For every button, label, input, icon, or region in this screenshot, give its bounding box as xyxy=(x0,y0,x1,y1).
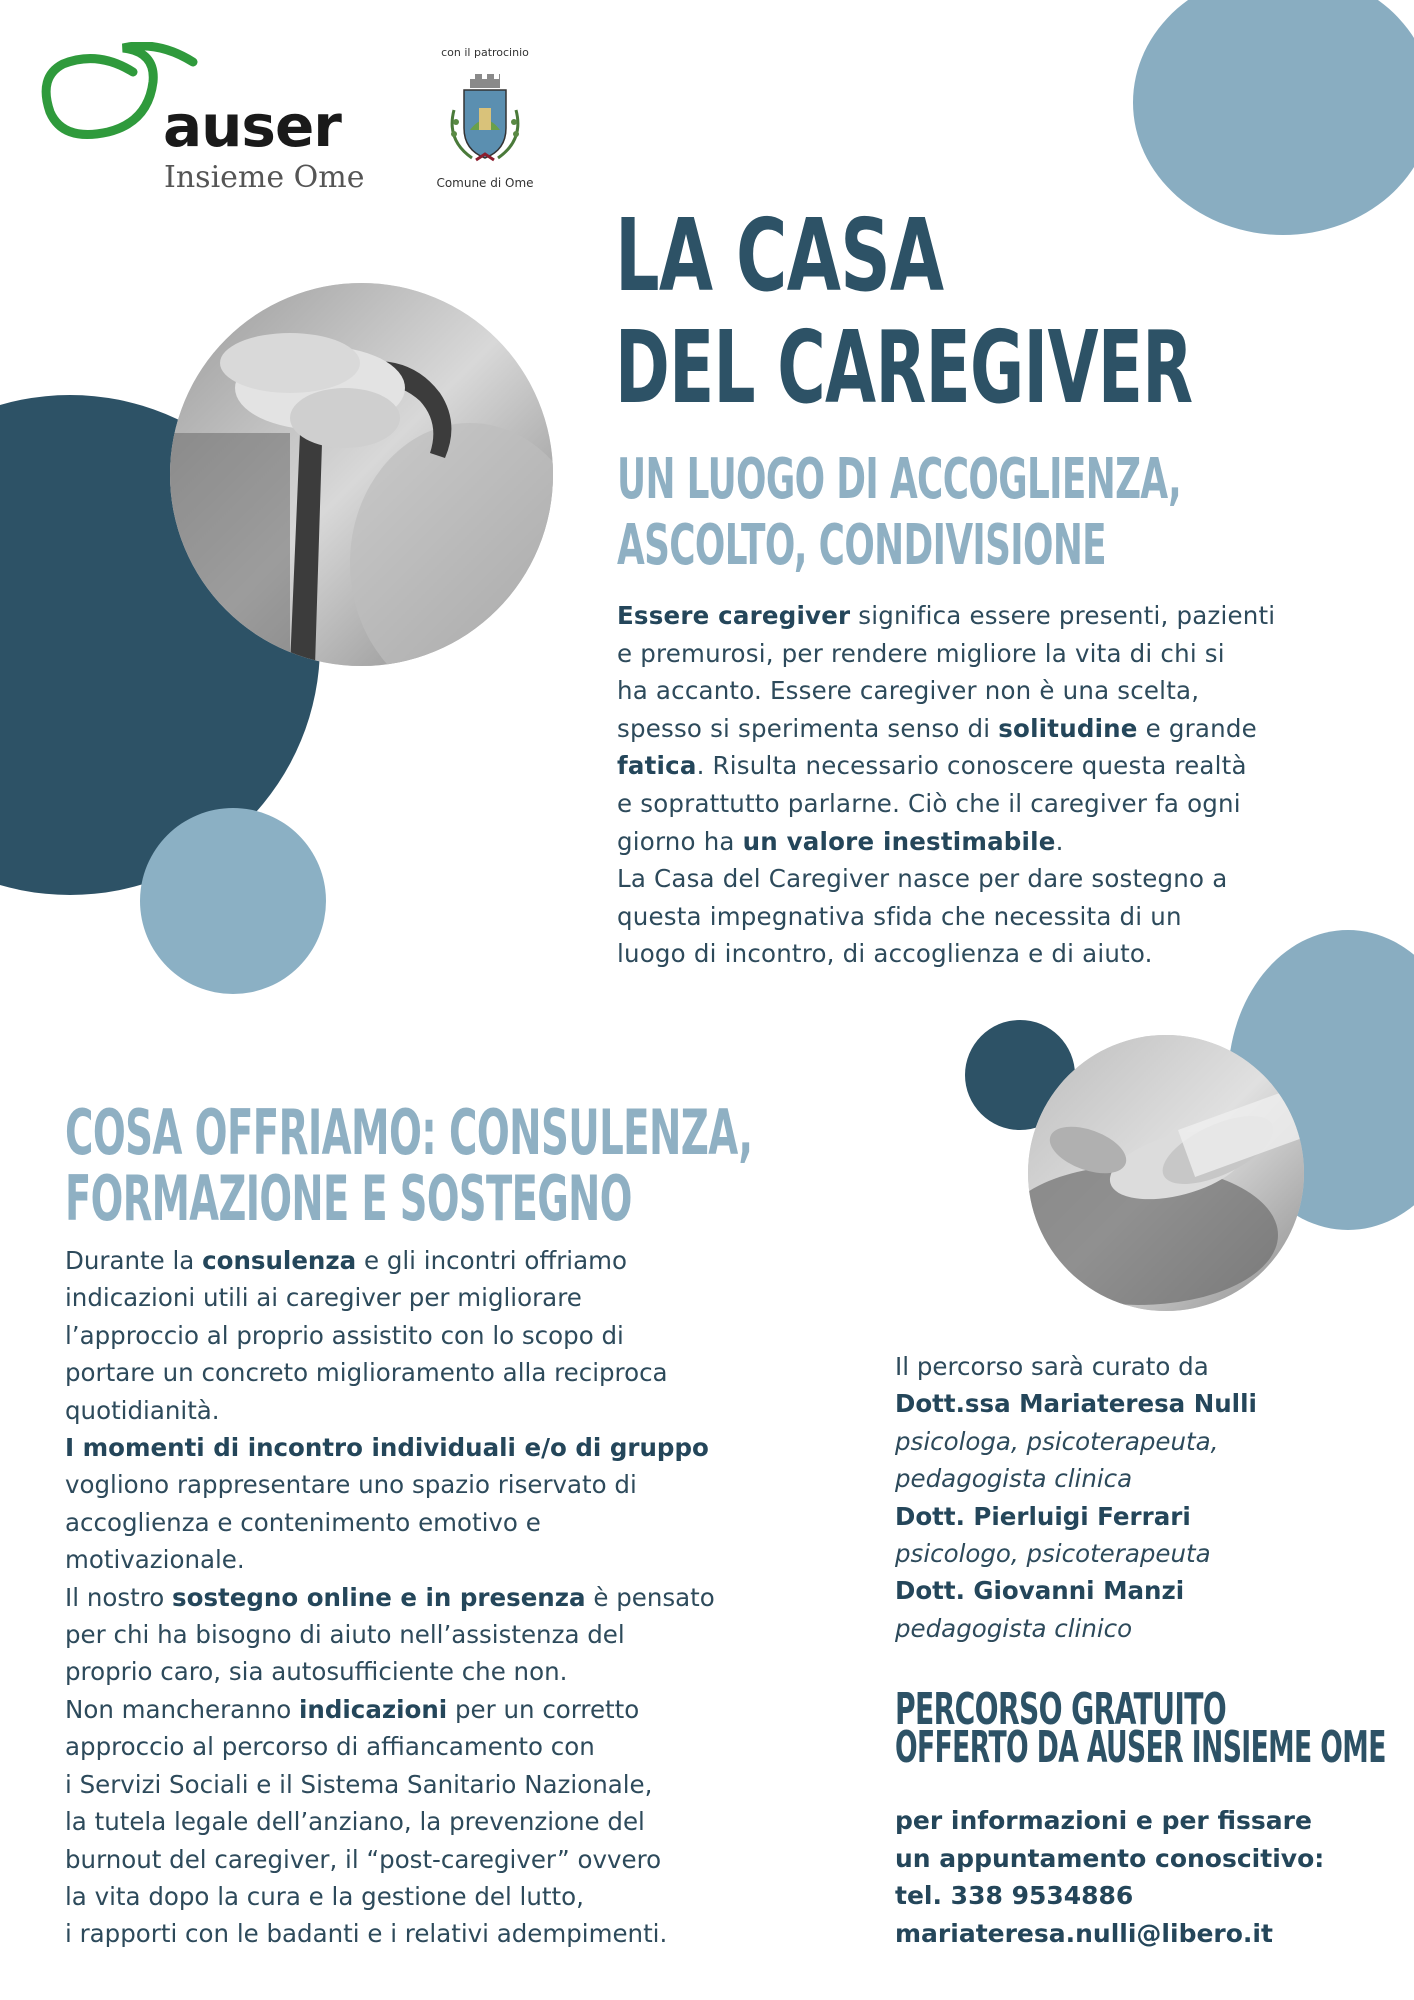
text-run: i rapporti con le badanti e i relativi adempimenti. xyxy=(65,1919,668,1949)
text-run: portare un concreto miglioramento alla reciproca xyxy=(65,1358,668,1388)
text-run: Durante la xyxy=(65,1246,203,1275)
text-run: e soprattutto parlarne. Ciò che il caregiver fa ogni xyxy=(617,788,1241,818)
text-run: accoglienza e contenimento emotivo e xyxy=(65,1507,541,1537)
text-run: luogo di incontro, di accoglienza e di aiuto. xyxy=(617,939,1153,969)
auser-logo xyxy=(38,42,398,202)
text-line xyxy=(65,1279,785,1316)
text-line xyxy=(65,1504,785,1541)
bold-phrase: solitudine xyxy=(998,713,1138,743)
contact-phone[interactable]: tel. 338 9534886 xyxy=(895,1881,1134,1910)
text-line xyxy=(617,635,1337,673)
contact-info-line2: un appuntamento conoscitivo: xyxy=(895,1843,1325,1873)
text-line xyxy=(65,1691,785,1728)
text-run: burnout del caregiver, il “post-caregiver” ovvero xyxy=(65,1844,662,1874)
text-run: i Servizi Sociali e il Sistema Sanitario Nazionale, xyxy=(65,1769,653,1799)
staff-role: psicologo, psicoterapeuta xyxy=(895,1539,1211,1569)
text-line xyxy=(65,1242,785,1279)
text-line xyxy=(65,1616,785,1653)
hero-subtitle-line2: ASCOLTO, CONDIVISIONE xyxy=(617,513,1107,578)
text-line xyxy=(65,1803,785,1840)
text-run: e gli incontri offriamo xyxy=(356,1246,627,1275)
text-run: per un corretto xyxy=(447,1694,640,1724)
bold-phrase: indicazioni xyxy=(299,1694,448,1724)
text-run: questa impegnativa sfida che necessita di un xyxy=(617,901,1182,931)
text-run: e premurosi, per rendere migliore la vita di chi si xyxy=(617,638,1225,668)
text-line xyxy=(617,747,1337,785)
text-run: vogliono rappresentare uno spazio riservato di xyxy=(65,1470,637,1500)
text-line xyxy=(617,785,1337,823)
text-run: la vita dopo la cura e la gestione del lutto, xyxy=(65,1881,584,1911)
text-run: quotidianità. xyxy=(65,1395,220,1425)
contact-info-line1: per informazioni e per fissare xyxy=(895,1806,1312,1835)
text-line xyxy=(617,823,1337,861)
free-course-line1: PERCORSO GRATUITO xyxy=(895,1684,1227,1735)
auser-brand-text: auser xyxy=(163,92,341,160)
intro-paragraph xyxy=(617,597,1337,973)
offer-heading-line1: COSA OFFRIAMO: CONSULENZA, xyxy=(65,1096,753,1169)
text-line xyxy=(65,1915,785,1952)
text-run: la tutela legale dell’anziano, la prevenzione del xyxy=(65,1807,645,1837)
text-run: Non mancheranno xyxy=(65,1694,300,1724)
bold-phrase: Essere caregiver xyxy=(617,601,851,630)
staff-list xyxy=(895,1385,1375,1647)
offer-paragraph xyxy=(65,1242,785,1953)
hero-title-line1: LA CASA xyxy=(615,197,944,314)
text-line xyxy=(65,1466,785,1503)
text-run: spesso si sperimenta senso di xyxy=(617,713,999,743)
text-line xyxy=(65,1354,785,1391)
bold-phrase: un valore inestimabile xyxy=(742,826,1056,856)
free-course-line2: OFFERTO DA AUSER INSIEME OME xyxy=(895,1722,1386,1773)
text-line xyxy=(617,672,1337,710)
text-run: l’approccio al proprio assistito con lo scopo di xyxy=(65,1320,624,1350)
text-line xyxy=(65,1579,785,1616)
text-run: significa essere presenti, pazienti xyxy=(850,601,1276,630)
text-run: motivazionale. xyxy=(65,1545,245,1575)
text-line xyxy=(65,1766,785,1803)
patronage-caption-bottom: Comune di Ome xyxy=(436,176,534,190)
text-run: La Casa del Caregiver nasce per dare sostegno a xyxy=(617,864,1228,894)
hero-title-line2: DEL CAREGIVER xyxy=(615,309,1193,426)
bold-phrase: consulenza xyxy=(202,1246,357,1275)
text-line xyxy=(617,597,1337,635)
text-line xyxy=(65,1541,785,1578)
staff-role: pedagogista clinico xyxy=(895,1613,1133,1643)
text-line xyxy=(617,860,1337,898)
text-line xyxy=(617,898,1337,936)
contact-email[interactable]: mariateresa.nulli@libero.it xyxy=(895,1918,1273,1948)
text-run: giorno ha xyxy=(617,826,743,856)
bold-phrase: fatica xyxy=(617,751,697,781)
text-line xyxy=(65,1392,785,1429)
patronage-caption-top: con il patrocinio xyxy=(441,46,529,59)
staff-name: Dott. Giovanni Manzi xyxy=(895,1576,1185,1606)
hero-subtitle-line1: UN LUOGO DI ACCOGLIENZA, xyxy=(617,447,1182,512)
staff-role: psicologa, psicoterapeuta, xyxy=(895,1426,1219,1456)
decor-circle-top-right xyxy=(1133,0,1414,235)
auser-subtitle: Insieme Ome xyxy=(164,160,365,195)
offer-heading-line2: FORMAZIONE E SOSTEGNO xyxy=(65,1162,632,1235)
text-line xyxy=(65,1429,785,1466)
contact-block xyxy=(895,1802,1395,1952)
text-run: indicazioni utili ai caregiver per migliorare xyxy=(65,1283,582,1313)
text-run: ha accanto. Essere caregiver non è una scelta, xyxy=(617,676,1200,706)
text-run: e grande xyxy=(1137,713,1257,743)
staff-intro: Il percorso sarà curato da xyxy=(895,1352,1209,1381)
text-line xyxy=(65,1728,785,1765)
text-line xyxy=(65,1841,785,1878)
text-run: Il nostro xyxy=(65,1582,173,1612)
text-run: proprio caro, sia autosufficiente che non. xyxy=(65,1657,568,1687)
staff-name: Dott. Pierluigi Ferrari xyxy=(895,1501,1191,1531)
photo-holding-hands xyxy=(1028,1035,1304,1311)
text-run: è pensato xyxy=(585,1582,715,1612)
text-line xyxy=(65,1317,785,1354)
staff-block xyxy=(895,1348,1375,1647)
photo-hands-cane xyxy=(170,283,553,666)
bold-phrase: I momenti di incontro individuali e/o di gruppo xyxy=(65,1433,709,1463)
text-line xyxy=(617,710,1337,748)
decor-circle-light-left xyxy=(140,808,326,994)
comune-crest-icon xyxy=(442,70,528,170)
staff-name: Dott.ssa Mariateresa Nulli xyxy=(895,1389,1257,1419)
staff-role: pedagogista clinica xyxy=(895,1464,1133,1494)
text-line xyxy=(617,935,1337,973)
text-run: per chi ha bisogno di aiuto nell’assistenza del xyxy=(65,1620,625,1650)
text-run: approccio al percorso di affiancamento con xyxy=(65,1732,595,1762)
text-line xyxy=(65,1878,785,1915)
bold-phrase: sostegno online e in presenza xyxy=(172,1582,586,1612)
text-line xyxy=(65,1653,785,1690)
text-run: . Risulta necessario conoscere questa realtà xyxy=(696,751,1247,781)
text-run: . xyxy=(1055,826,1064,856)
